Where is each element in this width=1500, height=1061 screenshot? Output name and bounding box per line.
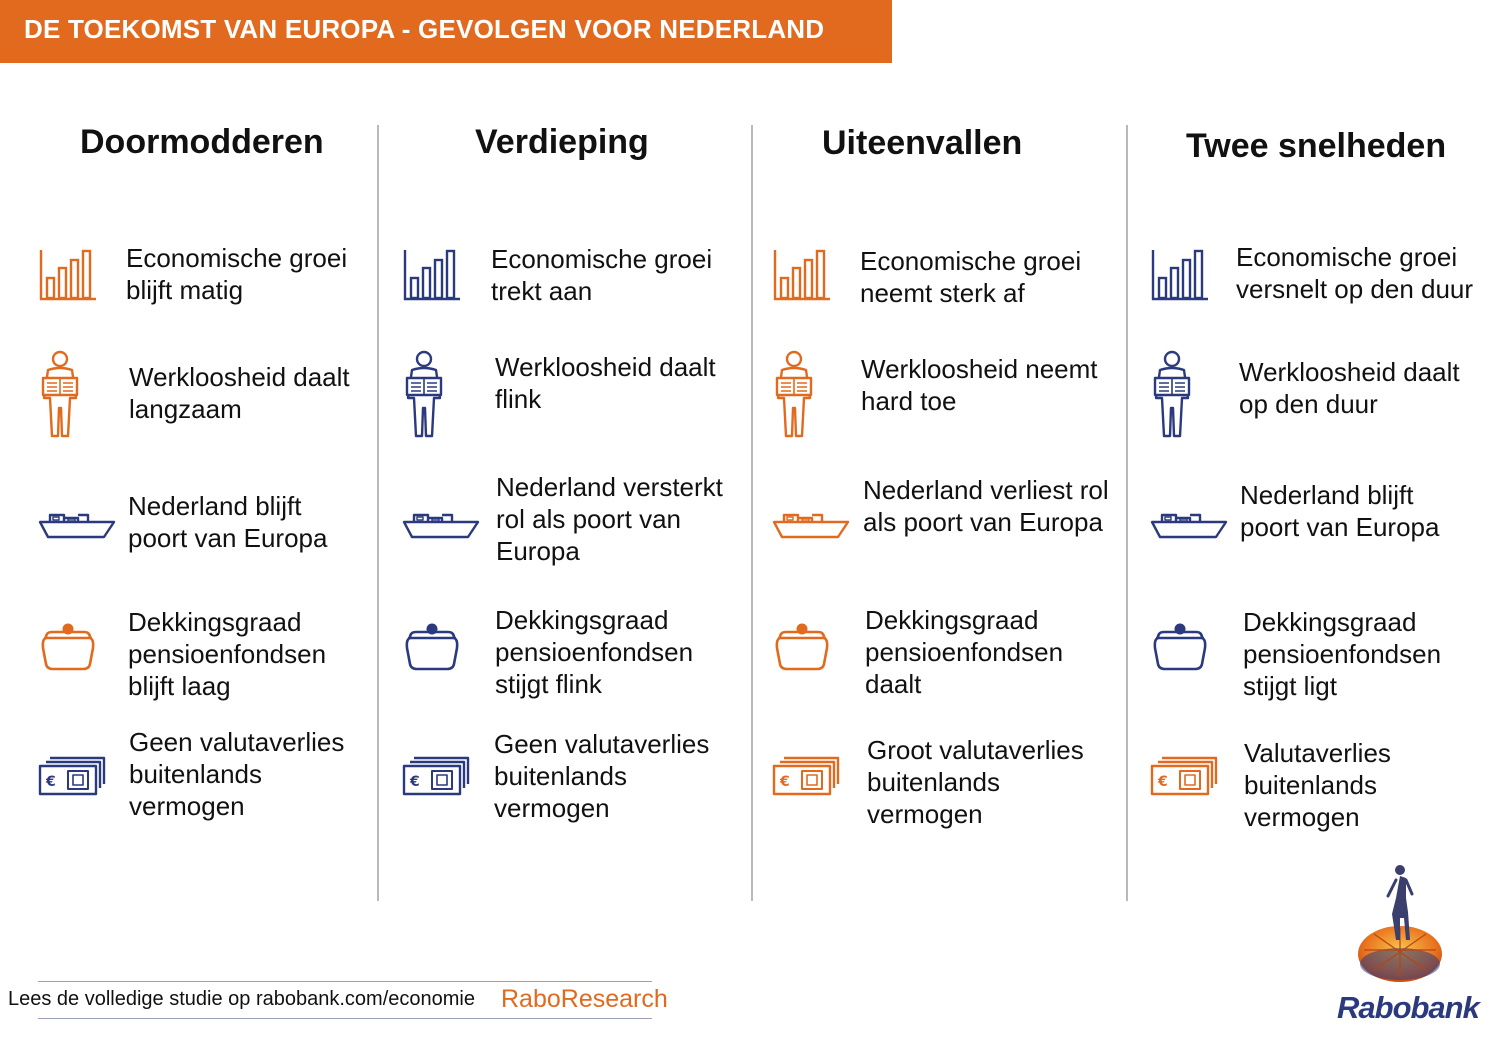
scenario-item-text: Werkloosheid daalt flink — [495, 352, 716, 414]
header-banner — [0, 0, 892, 63]
person-reading-icon — [38, 350, 82, 443]
scenario-item-text: Werkloosheid daalt langzaam — [129, 362, 350, 424]
scenario-item-text: Geen valutaverlies buitenlands vermogen — [494, 729, 710, 823]
euro-banknotes-icon — [402, 754, 470, 803]
bar-chart-icon — [402, 248, 462, 307]
column-title: Verdieping — [475, 123, 649, 161]
footer-divider — [38, 1018, 652, 1019]
column-title: Uiteenvallen — [822, 124, 1023, 162]
euro-banknotes-icon — [38, 754, 106, 803]
column-title: Doormodderen — [80, 123, 324, 161]
scenario-item-text: Economische groei blijft matig — [126, 243, 348, 305]
ship-icon — [1150, 510, 1228, 545]
rabobank-logo-icon — [1350, 862, 1450, 987]
euro-banknotes-icon — [772, 754, 840, 803]
scenario-item-text: Werkloosheid daalt op den duur — [1239, 357, 1460, 419]
scenario-item-text: Dekkingsgraad pensioenfondsen daalt — [865, 605, 1064, 699]
scenario-item-text: Dekkingsgraad pensioenfondsen blijft laag — [128, 607, 327, 701]
scenario-item-text: Groot valutaverlies buitenlands vermogen — [867, 735, 1084, 829]
scenario-item-text: Economische groei versnelt op den duur — [1236, 242, 1474, 304]
scenario-item-text: Werkloosheid neemt hard toe — [861, 354, 1098, 416]
purse-icon — [38, 622, 98, 677]
purse-icon — [402, 622, 462, 677]
svg-text:€: € — [410, 774, 420, 790]
bar-chart-icon — [772, 248, 832, 307]
scenario-item-text: Nederland blijft poort van Europa — [1240, 480, 1440, 542]
scenario-item-text: Valutaverlies buitenlands vermogen — [1244, 738, 1391, 832]
column-divider — [1126, 125, 1128, 901]
purse-icon — [1150, 622, 1210, 677]
scenario-item-text: Nederland versterkt rol als poort van Europa — [496, 472, 723, 566]
person-reading-icon — [772, 350, 816, 443]
person-reading-icon — [1150, 350, 1194, 443]
svg-text:€: € — [1158, 774, 1168, 790]
scenario-item-text: Economische groei trekt aan — [491, 244, 713, 306]
bar-chart-icon — [1150, 248, 1210, 307]
scenario-item-text: Nederland blijft poort van Europa — [128, 491, 328, 553]
ship-icon — [772, 510, 850, 545]
ship-icon — [38, 510, 116, 545]
column-title: Twee snelheden — [1186, 127, 1447, 165]
euro-banknotes-icon — [1150, 754, 1218, 803]
footer-divider — [38, 981, 652, 982]
purse-icon — [772, 622, 832, 677]
page-title: DE TOEKOMST VAN EUROPA - GEVOLGEN VOOR NEDERLAND — [24, 14, 825, 44]
raboresearch-brand: RaboResearch — [501, 985, 668, 1013]
column-divider — [751, 125, 753, 901]
scenario-item-text: Geen valutaverlies buitenlands vermogen — [129, 727, 345, 821]
bar-chart-icon — [38, 248, 98, 307]
column-divider — [377, 125, 379, 901]
footer-study-link[interactable]: Lees de volledige studie op rabobank.com/economie — [8, 988, 475, 1010]
scenario-item-text: Dekkingsgraad pensioenfondsen stijgt ligt — [1243, 607, 1442, 701]
rabobank-logo-text: Rabobank — [1337, 990, 1479, 1025]
person-reading-icon — [402, 350, 446, 443]
scenario-item-text: Economische groei neemt sterk af — [860, 246, 1082, 308]
scenario-item-text: Nederland verliest rol als poort van Europa — [863, 475, 1109, 537]
scenario-item-text: Dekkingsgraad pensioenfondsen stijgt flink — [495, 605, 694, 699]
svg-text:€: € — [46, 774, 56, 790]
svg-text:€: € — [780, 774, 790, 790]
ship-icon — [402, 510, 480, 545]
